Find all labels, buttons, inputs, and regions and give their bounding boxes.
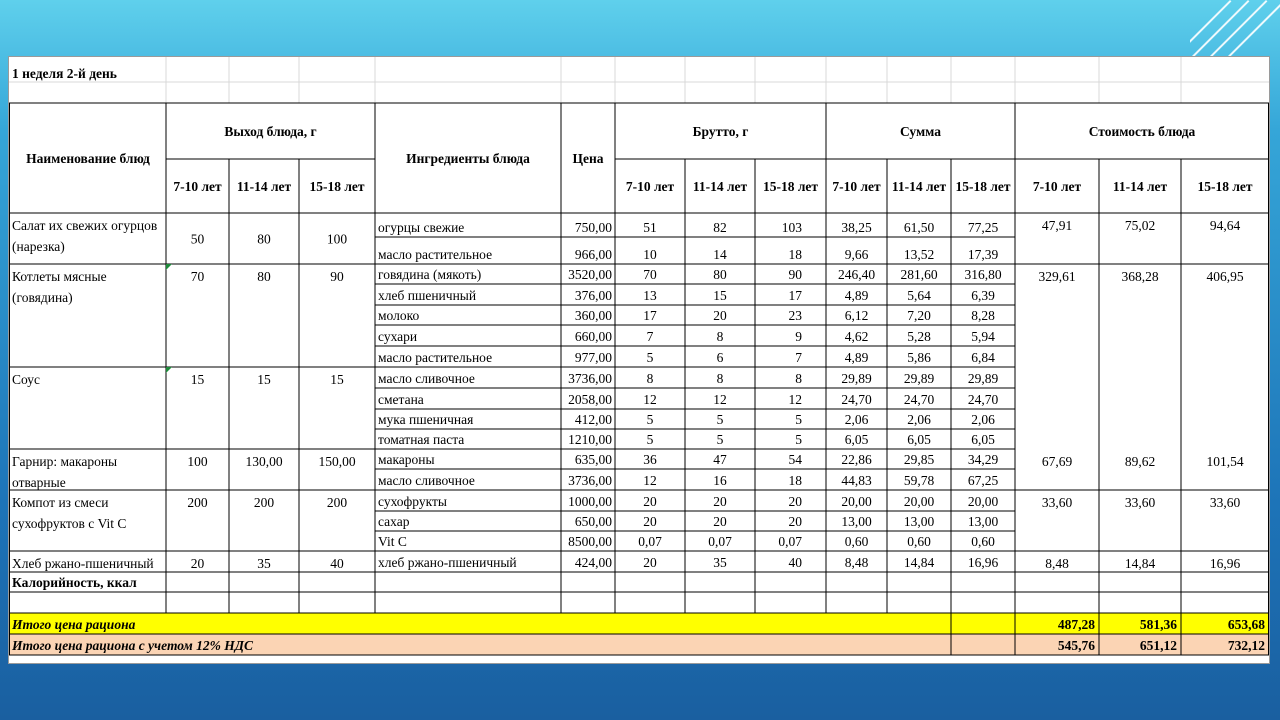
ingredient-sum: 4,62 (844, 329, 869, 344)
ingredient-price: 1210,00 (568, 432, 612, 447)
ingredient-name: масло растительное (378, 350, 493, 365)
ingredient-sum: 8,28 (971, 308, 995, 323)
dish-name: сухофруктов с Vit C (12, 516, 127, 531)
ingredient-brutto: 20 (713, 514, 727, 529)
ingredient-brutto: 15 (713, 288, 727, 303)
dish-cost: 33,60 (1041, 495, 1073, 510)
dish-yield: 15 (257, 372, 271, 387)
ingredient-brutto: 20 (643, 555, 657, 570)
dish-cost: 368,28 (1121, 269, 1159, 284)
header-age-3: 15-18 лет (955, 179, 1011, 194)
ingredient-sum: 6,05 (844, 432, 869, 447)
ingredient-sum: 13,52 (903, 247, 935, 262)
dish-yield: 70 (190, 269, 205, 284)
ingredient-sum: 13,00 (967, 514, 999, 529)
ingredient-brutto: 16 (713, 473, 727, 488)
ingredient-brutto: 18 (788, 247, 802, 262)
dish-yield: 200 (326, 495, 348, 510)
ingredient-brutto: 47 (713, 452, 727, 467)
ingredient-brutto: 14 (713, 247, 727, 262)
spreadsheet-table (8, 56, 1270, 664)
ingredient-sum: 20,00 (967, 494, 999, 509)
cell-comment-marker (166, 264, 172, 270)
ingredient-price: 650,00 (574, 514, 612, 529)
dish-cost: 75,02 (1124, 218, 1156, 233)
ingredient-sum: 77,25 (967, 220, 999, 235)
ingredient-sum: 246,40 (837, 267, 876, 282)
ingredient-sum: 0,60 (971, 534, 995, 549)
ingredient-name: хлеб пшеничный (378, 288, 477, 303)
ingredient-sum: 5,64 (907, 288, 931, 303)
dish-yield: 50 (190, 231, 205, 247)
vat-total-value: 651,12 (1139, 638, 1177, 653)
header-cost: Стоимость блюда (1088, 124, 1196, 139)
ingredient-brutto: 8 (646, 371, 654, 386)
ingredient-brutto: 0,07 (778, 534, 802, 549)
ingredient-name: говядина (мякоть) (378, 267, 482, 282)
ingredient-brutto: 12 (788, 392, 802, 407)
ingredient-price: 3520,00 (568, 267, 612, 282)
dish-cost: 14,84 (1124, 556, 1156, 571)
dish-cost: 67,69 (1041, 454, 1073, 469)
dish-yield: 200 (253, 495, 275, 510)
ingredient-brutto: 35 (713, 555, 727, 570)
ingredient-sum: 5,94 (971, 329, 995, 344)
ingredient-brutto: 8 (795, 371, 802, 386)
dish-name: Салат их свежих огурцов (12, 218, 158, 233)
ingredient-sum: 24,70 (841, 392, 872, 407)
ingredient-sum: 38,25 (841, 220, 872, 235)
dish-yield: 15 (330, 372, 344, 387)
vat-total-value: 545,76 (1057, 638, 1095, 653)
header-age-1: 7-10 лет (832, 179, 881, 194)
dish-yield: 90 (330, 269, 344, 284)
ingredient-sum: 9,66 (844, 247, 869, 262)
ingredient-sum: 44,83 (841, 473, 872, 488)
menu-cost-table (9, 57, 1269, 663)
ingredient-name: масло растительное (378, 247, 493, 262)
sheet-title: 1 неделя 2-й день (12, 66, 117, 81)
ingredient-name: сметана (378, 392, 424, 407)
ingredient-name: масло сливочное (378, 473, 475, 488)
ingredient-price: 660,00 (574, 329, 612, 344)
ingredient-price: 3736,00 (568, 371, 612, 386)
ingredient-price: 1000,00 (568, 494, 612, 509)
ingredient-brutto: 82 (713, 220, 727, 235)
ingredient-brutto: 20 (788, 494, 802, 509)
ingredient-brutto: 13 (643, 288, 657, 303)
ingredient-brutto: 7 (646, 329, 654, 344)
dish-cost: 8,48 (1045, 556, 1069, 571)
ingredient-price: 412,00 (574, 412, 612, 427)
header-sum: Сумма (899, 124, 942, 139)
ingredient-sum: 29,89 (967, 371, 999, 386)
ingredient-sum: 2,06 (971, 412, 995, 427)
ingredient-price: 360,00 (574, 308, 612, 323)
dish-name: (нарезка) (12, 239, 65, 254)
total-label: Итого цена рациона (12, 617, 136, 632)
ingredient-sum: 0,60 (907, 534, 931, 549)
vat-total-label: Итого цена рациона с учетом 12% НДС (12, 638, 253, 653)
ingredient-brutto: 20 (643, 514, 657, 529)
ingredient-price: 966,00 (574, 247, 612, 262)
ingredient-name: Vit C (378, 534, 407, 549)
header-age-3: 15-18 лет (309, 179, 365, 194)
ingredient-brutto: 20 (788, 514, 802, 529)
ingredient-name: сухофрукты (378, 494, 447, 509)
ingredient-name: молоко (378, 308, 420, 323)
ingredient-sum: 34,29 (967, 452, 999, 467)
dish-cost: 101,54 (1206, 454, 1244, 469)
total-value: 653,68 (1227, 617, 1265, 632)
ingredient-brutto: 40 (788, 555, 802, 570)
ingredient-sum: 59,78 (903, 473, 935, 488)
ingredient-brutto: 5 (646, 432, 654, 447)
dish-yield: 20 (190, 556, 205, 571)
dish-cost: 16,96 (1209, 556, 1241, 571)
dish-yield: 80 (257, 231, 271, 247)
total-value: 581,36 (1139, 617, 1177, 632)
dish-cost: 33,60 (1209, 495, 1241, 510)
ingredient-brutto: 90 (788, 267, 802, 282)
ingredient-sum: 5,28 (907, 329, 931, 344)
ingredient-brutto: 70 (643, 267, 657, 282)
ingredient-sum: 29,89 (841, 371, 872, 386)
ingredient-brutto: 20 (713, 494, 727, 509)
ingredient-brutto: 23 (788, 308, 802, 323)
dish-cost: 89,62 (1124, 454, 1156, 469)
ingredient-sum: 6,12 (844, 308, 869, 323)
ingredient-name: сахар (378, 514, 410, 529)
calorie-label: Калорийность, ккал (12, 575, 137, 590)
total-value: 487,28 (1057, 617, 1095, 632)
ingredient-sum: 5,86 (907, 350, 931, 365)
ingredient-sum: 316,80 (964, 267, 1002, 282)
dish-name: (говядина) (12, 290, 73, 305)
ingredient-price: 8500,00 (568, 534, 612, 549)
cell-comment-marker (166, 367, 172, 373)
ingredient-brutto: 5 (716, 432, 724, 447)
ingredient-sum: 2,06 (907, 412, 931, 427)
ingredient-sum: 13,00 (903, 514, 935, 529)
ingredient-brutto: 5 (646, 350, 654, 365)
ingredient-sum: 2,06 (844, 412, 869, 427)
dish-cost: 47,91 (1041, 218, 1073, 233)
ingredient-brutto: 103 (781, 220, 802, 235)
ingredient-brutto: 8 (716, 371, 724, 386)
ingredient-sum: 6,05 (907, 432, 931, 447)
dish-yield: 100 (326, 231, 348, 247)
ingredient-sum: 61,50 (903, 220, 935, 235)
dish-cost: 406,95 (1206, 269, 1244, 284)
dish-yield: 40 (330, 556, 344, 571)
ingredient-sum: 6,05 (971, 432, 995, 447)
header-age-3: 15-18 лет (1197, 179, 1253, 194)
ingredient-brutto: 17 (643, 308, 657, 323)
dish-yield: 150,00 (318, 454, 356, 469)
ingredient-price: 750,00 (574, 220, 612, 235)
ingredient-name: макароны (378, 452, 435, 467)
dish-cost: 329,61 (1038, 269, 1076, 284)
ingredient-brutto: 5 (716, 412, 724, 427)
ingredient-brutto: 12 (643, 473, 657, 488)
header-age-2: 11-14 лет (891, 179, 947, 194)
dish-yield: 200 (187, 495, 208, 510)
ingredient-brutto: 0,07 (708, 534, 732, 549)
ingredient-sum: 29,89 (903, 371, 935, 386)
ingredient-sum: 8,48 (844, 555, 869, 570)
ingredient-name: масло сливочное (378, 371, 475, 386)
dish-yield: 130,00 (245, 454, 283, 469)
ingredient-brutto: 20 (713, 308, 727, 323)
ingredient-brutto: 6 (716, 350, 724, 365)
ingredient-sum: 4,89 (844, 350, 869, 365)
ingredient-brutto: 54 (788, 452, 802, 467)
ingredient-brutto: 20 (643, 494, 657, 509)
ingredient-brutto: 9 (795, 329, 802, 344)
ingredient-brutto: 8 (716, 329, 724, 344)
vat-total-value: 732,12 (1227, 638, 1265, 653)
header-age-2: 11-14 лет (692, 179, 748, 194)
ingredient-brutto: 5 (646, 412, 654, 427)
header-age-1: 7-10 лет (173, 179, 222, 194)
dish-yield: 35 (257, 556, 271, 571)
sheet-gridlines (9, 57, 1269, 103)
ingredient-brutto: 80 (713, 267, 727, 282)
ingredient-sum: 4,89 (844, 288, 869, 303)
ingredient-brutto: 12 (643, 392, 657, 407)
dish-yield: 100 (187, 454, 208, 469)
header-brutto: Брутто, г (692, 124, 749, 139)
ingredient-brutto: 12 (713, 392, 727, 407)
ingredient-sum: 281,60 (900, 267, 938, 282)
ingredient-brutto: 17 (788, 288, 802, 303)
header-ingredients: Ингредиенты блюда (406, 151, 530, 166)
ingredient-brutto: 18 (788, 473, 802, 488)
ingredient-sum: 7,20 (907, 308, 931, 323)
ingredient-name: сухари (378, 329, 418, 344)
ingredient-brutto: 51 (643, 220, 657, 235)
ingredient-brutto: 36 (643, 452, 657, 467)
ingredient-brutto: 5 (795, 432, 802, 447)
header-age-3: 15-18 лет (762, 179, 819, 194)
dish-name: Хлеб ржано-пшеничный (12, 556, 154, 571)
dish-cost: 94,64 (1209, 218, 1241, 233)
ingredient-sum: 20,00 (841, 494, 872, 509)
ingredient-sum: 24,70 (967, 392, 999, 407)
ingredient-brutto: 5 (795, 412, 802, 427)
ingredient-sum: 29,85 (903, 452, 935, 467)
ingredient-price: 424,00 (574, 555, 612, 570)
dish-name: Гарнир: макароны (12, 454, 118, 469)
ingredient-sum: 13,00 (841, 514, 872, 529)
ingredient-name: мука пшеничная (378, 412, 474, 427)
dish-name: Соус (12, 372, 40, 387)
header-age-1: 7-10 лет (625, 179, 675, 194)
ingredient-name: томатная паста (378, 432, 465, 447)
ingredient-brutto: 0,07 (638, 534, 662, 549)
ingredient-price: 3736,00 (568, 473, 612, 488)
ingredient-sum: 0,60 (844, 534, 869, 549)
header-age-1: 7-10 лет (1032, 179, 1082, 194)
dish-yield: 80 (257, 269, 271, 284)
ingredient-price: 376,00 (574, 288, 612, 303)
ingredient-brutto: 10 (643, 247, 657, 262)
ingredient-sum: 6,39 (971, 288, 995, 303)
header-price: Цена (572, 151, 604, 166)
ingredient-sum: 16,96 (967, 555, 999, 570)
ingredient-sum: 22,86 (841, 452, 872, 467)
ingredient-price: 2058,00 (568, 392, 612, 407)
dish-cost: 33,60 (1124, 495, 1156, 510)
ingredient-sum: 14,84 (903, 555, 935, 570)
header-yield: Выход блюда, г (224, 124, 317, 139)
header-age-2: 11-14 лет (236, 179, 292, 194)
dish-name: Компот из смеси (12, 495, 109, 510)
dish-name: отварные (12, 475, 66, 490)
ingredient-sum: 67,25 (967, 473, 999, 488)
ingredient-name: огурцы свежие (378, 220, 465, 235)
dish-name: Котлеты мясные (12, 269, 107, 284)
ingredient-price: 635,00 (574, 452, 612, 467)
ingredient-name: хлеб ржано-пшеничный (378, 555, 517, 570)
ingredient-price: 977,00 (574, 350, 612, 365)
ingredient-sum: 17,39 (967, 247, 999, 262)
dish-yield: 15 (190, 372, 205, 387)
ingredient-brutto: 7 (795, 350, 802, 365)
ingredient-sum: 24,70 (903, 392, 935, 407)
header-dish-name: Наименование блюд (26, 151, 150, 166)
ingredient-sum: 6,84 (971, 350, 995, 365)
ingredient-sum: 20,00 (903, 494, 935, 509)
header-age-2: 11-14 лет (1112, 179, 1168, 194)
